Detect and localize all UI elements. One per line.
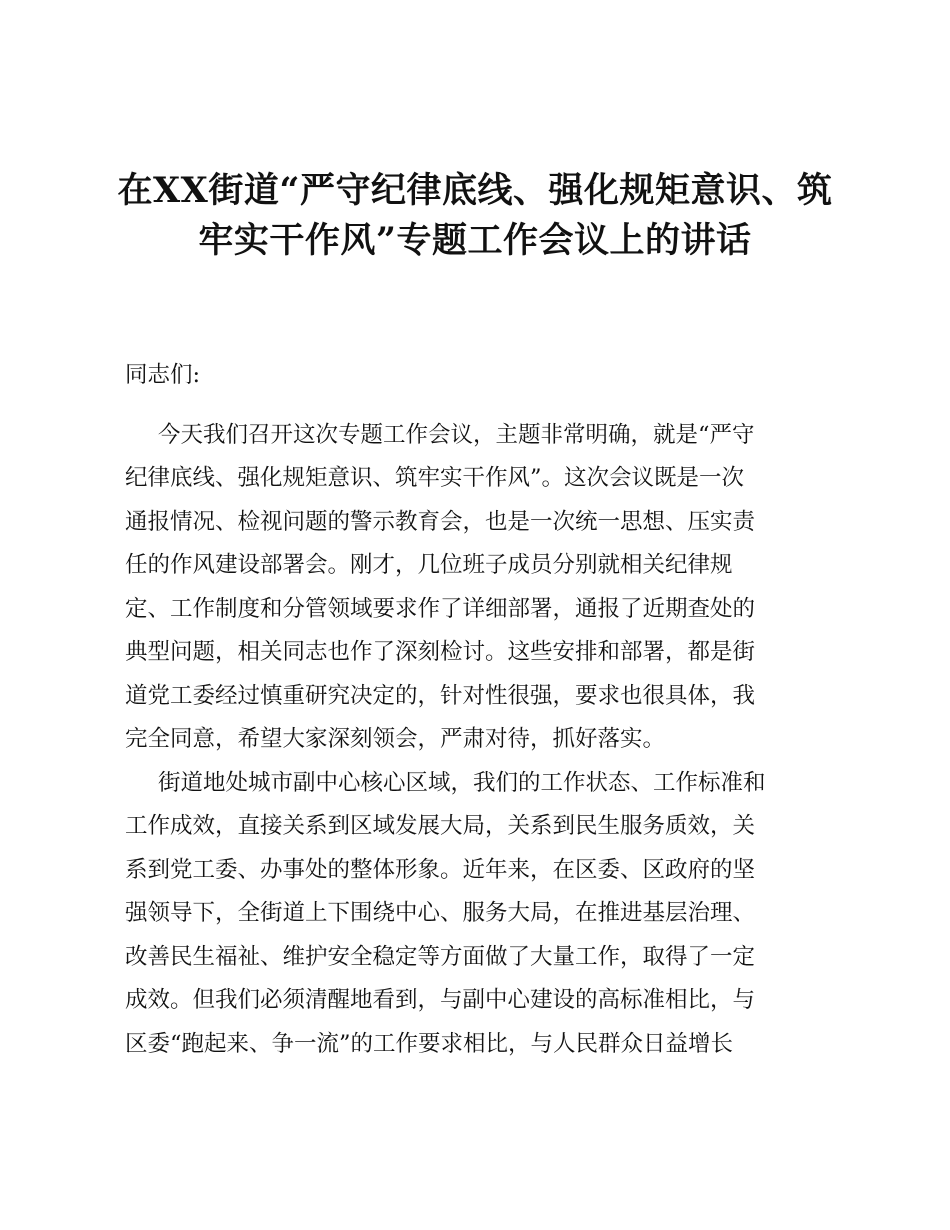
- paragraph-1-line: 道党工委经过慎重研究决定的，针对性很强，要求也很具体，我: [125, 683, 756, 709]
- paragraph-2-line: 区委“跑起来、争一流”的工作要求相比，与人民群众日益增长: [125, 1031, 734, 1057]
- paragraph-2-line: 街道地处城市副中心核心区域，我们的工作状态、工作标准和: [158, 770, 766, 796]
- paragraph-2-line: 改善民生福祉、维护安全稳定等方面做了大量工作，取得了一定: [125, 944, 756, 970]
- paragraph-2-line: 成效。但我们必须清醒地看到，与副中心建设的高标准相比，与: [125, 987, 756, 1013]
- paragraph-1-line: 典型问题，相关同志也作了深刻检讨。这些安排和部署，都是街: [125, 639, 756, 665]
- paragraph-2-line: 强领导下，全街道上下围绕中心、服务大局，在推进基层治理、: [125, 900, 756, 926]
- paragraph-1-line: 通报情况、检视问题的警示教育会，也是一次统一思想、压实责: [125, 509, 756, 535]
- paragraph-1-line: 定、工作制度和分管领域要求作了详细部署，通报了近期查处的: [125, 596, 756, 622]
- paragraph-1-line: 任的作风建设部署会。刚才，几位班子成员分别就相关纪律规: [125, 552, 733, 578]
- greeting: 同志们:: [125, 362, 201, 388]
- paragraph-1-line: 纪律底线、强化规矩意识、筑牢实干作风”。这次会议既是一次: [125, 465, 745, 491]
- document-title-line-1: 在XX街道“严守纪律底线、强化规矩意识、筑: [117, 170, 833, 211]
- paragraph-2-line: 系到党工委、办事处的整体形象。近年来，在区委、区政府的坚: [125, 857, 756, 883]
- paragraph-2-line: 工作成效，直接关系到区域发展大局，关系到民生服务质效，关: [125, 813, 756, 839]
- document-title-line-2: 牢实干作风”专题工作会议上的讲话: [198, 220, 752, 261]
- paragraph-1-line: 完全同意，希望大家深刻领会，严肃对待，抓好落实。: [125, 726, 666, 752]
- paragraph-1-line: 今天我们召开这次专题工作会议，主题非常明确，就是“严守: [158, 422, 755, 448]
